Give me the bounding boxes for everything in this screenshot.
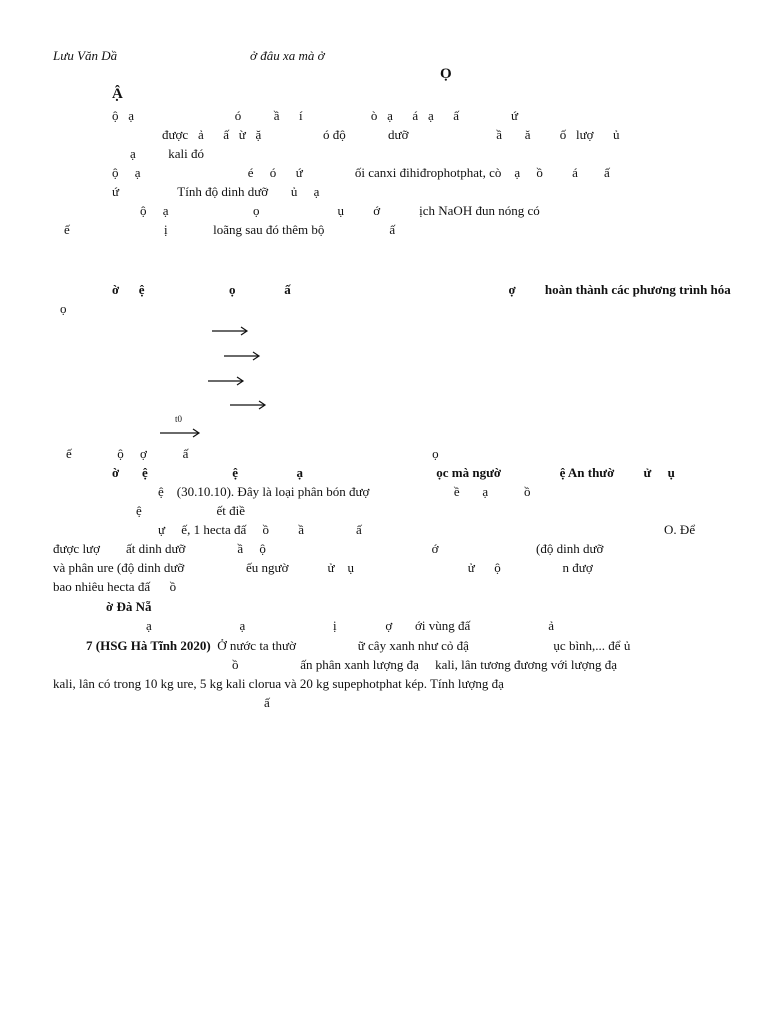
reaction-arrow-icon [224, 350, 264, 362]
problem-2-text: ộ ạ é ó ứ ối canxi đihiđrophotphat, cò ạ ồ á ấ [112, 165, 610, 180]
problem-3-text: ộ ạ ọ ụ ớ ịch NaOH đun nóng có [140, 203, 540, 218]
problem-1-text: ạ kali đó [130, 146, 205, 161]
problem-6-text: ờ Đà Nẵ [106, 599, 152, 614]
problem-5-text: ệ (30.10.10). Đây là loại phân bón đượ ề ạ ồ [158, 484, 531, 499]
problem-6-text: ạ ạ ị ợ ới vùng đấ ả [146, 618, 555, 633]
problem-5-text [112, 465, 675, 481]
reaction-arrow-icon [160, 427, 204, 439]
reaction-arrow-icon [208, 375, 248, 387]
problem-5-text: và phân ure (độ dinh dưỡ ếu ngườ ử ụ ử ộ n đượ [53, 560, 593, 575]
section-heading: Ậ [112, 86, 123, 102]
problem-4-text: ờ ệ ọ ấ ợ hoàn thành các phương trình hóa [112, 282, 731, 297]
problem-5-text: ệ ết điề [136, 503, 246, 518]
problem-5-text: ế ộ ợ ấ ọ [66, 446, 439, 461]
problem-7-text [86, 638, 630, 654]
problem-5-text: bao nhiêu hecta đấ ồ [53, 579, 177, 594]
problem-5-text: ờ ệ ệ ạ ọc mà ngườ ệ An thườ ử ụ [112, 465, 675, 480]
problem-7-text: ấ [264, 695, 270, 710]
problem-7-text: ồ ấn phân xanh lượng đạ kali, lân tương đương với lượng đạ [232, 657, 617, 672]
problem-5-text: ự ế, 1 hecta đấ ồ ầ ấ O. Để [158, 522, 696, 537]
document-title: Ọ [440, 66, 452, 82]
reaction-arrow-icon [230, 399, 270, 411]
problem-1-text: được ả ấ ừ ặ ó độ dưỡ ầ ă ố lượ ủ [162, 127, 620, 142]
problem-1-text: ộ ạ ó ầ í ò ạ á ạ ấ ứ [112, 108, 519, 123]
problem-4-text: ọ [60, 301, 67, 316]
author-name: Lưu Văn Dầ [53, 48, 118, 63]
problem-7-text: kali, lân có trong 10 kg ure, 5 kg kali clorua và 20 kg supephotphat kép. Tính lượng đạ [53, 676, 504, 691]
reaction-arrow-icon [212, 325, 252, 337]
problem-7-text: Ở nước ta thườ ữ cây xanh như cỏ đậ ục bình,... để ủ [217, 638, 631, 653]
problem-3-text: ế ị loãng sau đó thêm bộ ấ [64, 222, 396, 237]
heat-marker: t0 [175, 414, 183, 424]
problem-4-text [112, 282, 731, 298]
problem-7-label: 7 (HSG Hà Tĩnh 2020) [86, 638, 211, 653]
problem-2-text: ứ Tính độ dinh dưỡ ủ ạ [112, 184, 320, 199]
problem-5-text: được lượ ất dinh dưỡ ầ ộ ớ (độ dinh dưỡ [53, 541, 604, 556]
header-motto: ở đâu xa mà ở [250, 48, 325, 63]
